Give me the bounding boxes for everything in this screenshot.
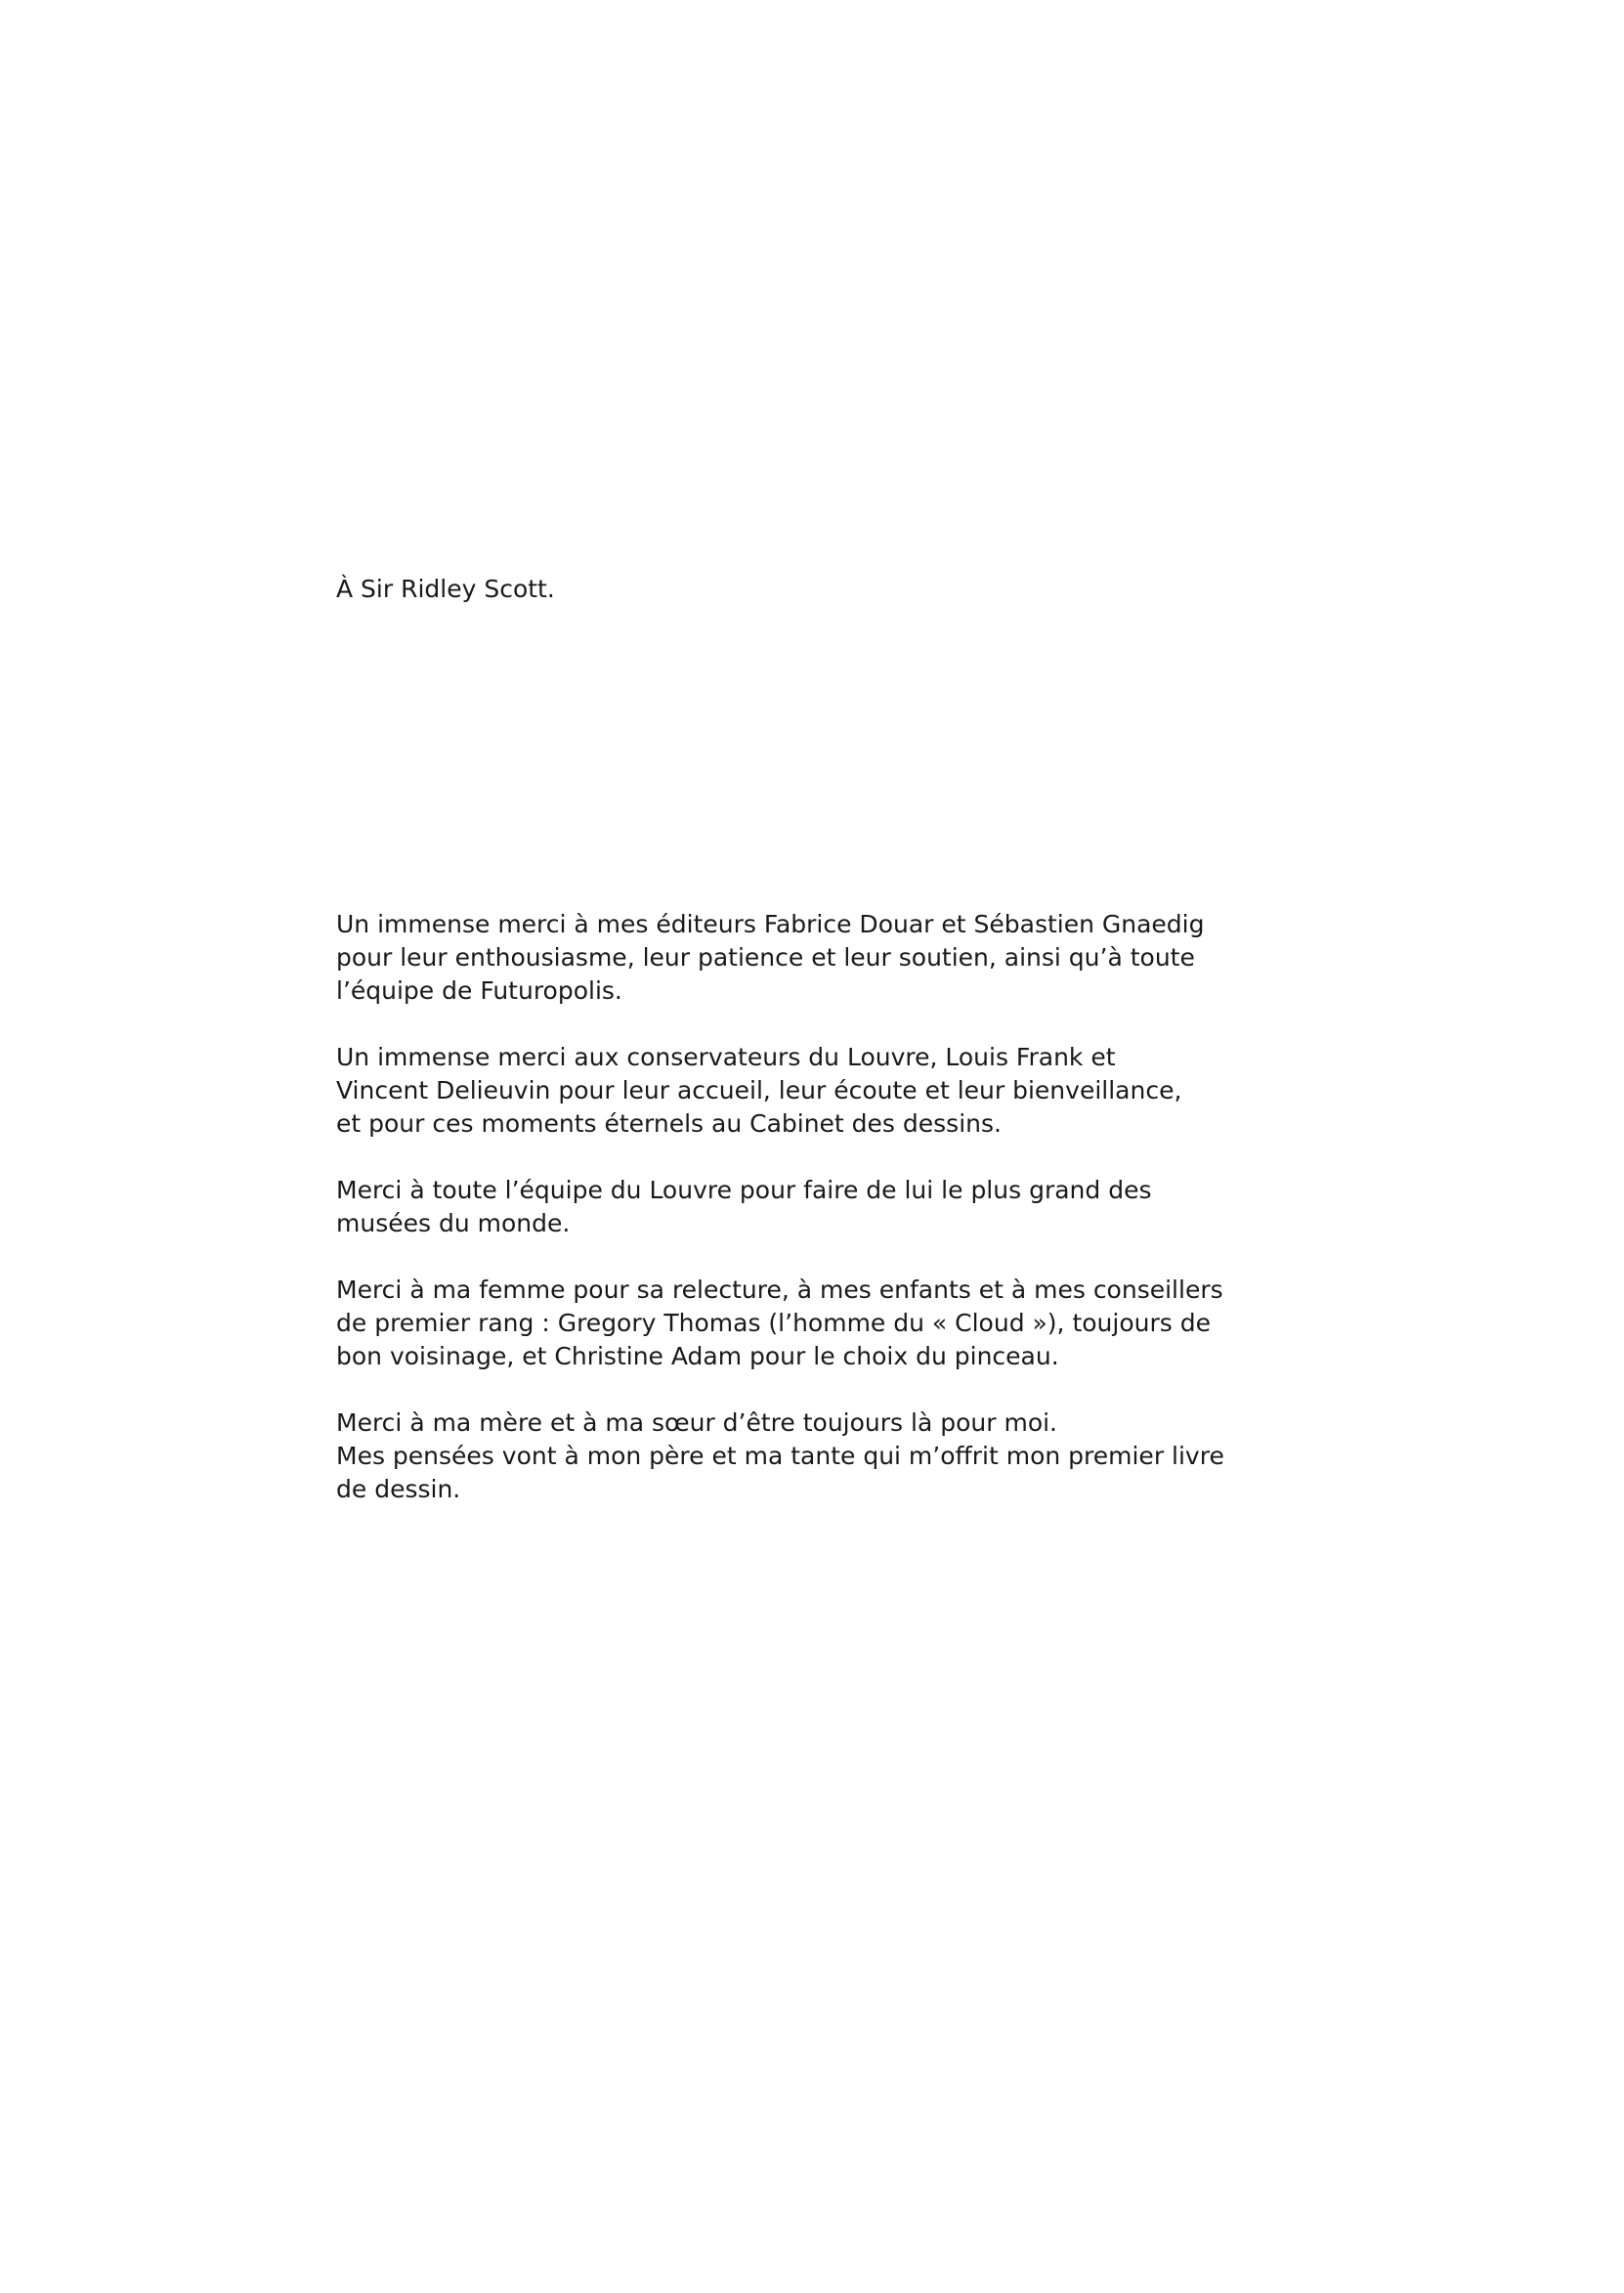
- acknowledgement-line: et pour ces moments éternels au Cabinet des dessins.: [336, 1109, 1002, 1138]
- acknowledgement-paragraph: [336, 908, 1216, 1008]
- acknowledgement-line: l’équipe de Futuropolis.: [336, 976, 622, 1005]
- acknowledgement-paragraph: [336, 1406, 1224, 1506]
- acknowledgement-paragraph: [336, 1041, 1216, 1141]
- acknowledgement-line: de dessin.: [336, 1475, 461, 1503]
- acknowledgement-line: Vincent Delieuvin pour leur accueil, leur écoute et leur bienveillance,: [336, 1076, 1182, 1104]
- acknowledgement-line: Merci à toute l’équipe du Louvre pour faire de lui le plus grand des: [336, 1176, 1152, 1204]
- dedication-text: À Sir Ridley Scott.: [336, 575, 555, 603]
- acknowledgement-line: Mes pensées vont à mon père et ma tante qui m’offrit mon premier livre: [336, 1442, 1224, 1470]
- acknowledgement-line: Un immense merci aux conservateurs du Louvre, Louis Frank et: [336, 1043, 1116, 1071]
- acknowledgement-line: bon voisinage, et Christine Adam pour le choix du pinceau.: [336, 1342, 1059, 1370]
- acknowledgement-paragraph: [336, 1274, 1223, 1373]
- acknowledgement-line: Merci à ma femme pour sa relecture, à mes enfants et à mes conseillers: [336, 1276, 1223, 1304]
- acknowledgements-section: [336, 908, 1224, 1539]
- acknowledgement-line: musées du monde.: [336, 1209, 571, 1237]
- acknowledgement-line: de premier rang : Gregory Thomas (l’homme du « Cloud »), toujours de: [336, 1309, 1211, 1337]
- acknowledgement-line: pour leur enthousiasme, leur patience et leur soutien, ainsi qu’à toute: [336, 943, 1195, 972]
- acknowledgement-line: Merci à ma mère et à ma sœur d’être toujours là pour moi.: [336, 1408, 1058, 1437]
- acknowledgement-line: Un immense merci à mes éditeurs Fabrice Douar et Sébastien Gnaedig: [336, 910, 1205, 938]
- acknowledgement-paragraph: [336, 1174, 1216, 1240]
